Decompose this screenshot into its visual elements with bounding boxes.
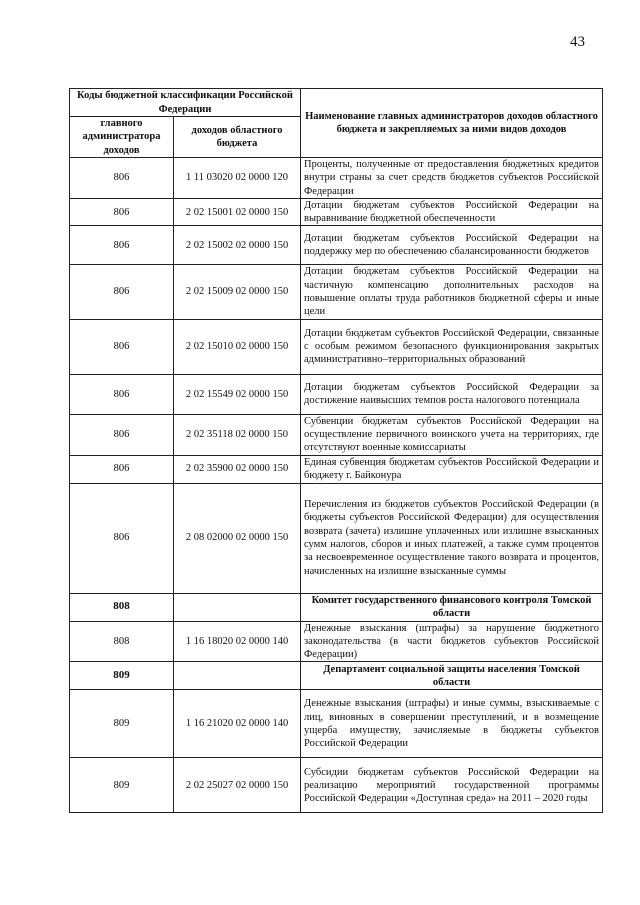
table-body	[70, 157, 603, 813]
income-code-cell: 1 16 18020 02 0000 140	[174, 621, 301, 662]
name-column-header: Наименование главных администраторов доходов областного бюджета и закрепляемых за ними видов доходов	[301, 89, 603, 158]
admin-code-cell: 806	[70, 198, 174, 226]
admin-code-cell: 806	[70, 319, 174, 374]
income-code-cell: 2 02 15549 02 0000 150	[174, 374, 301, 414]
income-code-cell	[174, 593, 301, 621]
description-cell: Дотации бюджетам субъектов Российской Федерации, связанные с особым режимом безопасного функционирования закрытых административно–территориальных образований	[301, 319, 603, 374]
income-code-cell: 1 11 03020 02 0000 120	[174, 157, 301, 198]
description-cell: Перечисления из бюджетов субъектов Российской Федерации (в бюджеты субъектов Российской Федерации) для осуществления возврата (зачета) излишне уплаченных или излишне взысканных сумм налогов, сборов и иных платежей, а также сумм процентов за несвоевременное осуществление такого возврата и процентов, начисленных на излишне взысканные суммы	[301, 483, 603, 593]
admin-code-cell: 806	[70, 374, 174, 414]
income-code-cell: 1 16 21020 02 0000 140	[174, 690, 301, 758]
table-row	[70, 621, 603, 662]
income-code-cell: 2 02 35118 02 0000 150	[174, 414, 301, 455]
description-cell: Дотации бюджетам субъектов Российской Федерации на выравнивание бюджетной обеспеченности	[301, 198, 603, 226]
admin-code-cell: 808	[70, 621, 174, 662]
table-row	[70, 226, 603, 265]
page-number: 43	[570, 34, 585, 50]
table-row	[70, 455, 603, 483]
table-row	[70, 690, 603, 758]
table-row	[70, 414, 603, 455]
description-cell: Дотации бюджетам субъектов Российской Федерации за достижение наивысших темпов роста налогового потенциала	[301, 374, 603, 414]
income-code-cell: 2 02 25027 02 0000 150	[174, 758, 301, 813]
description-cell: Субсидии бюджетам субъектов Российской Федерации на реализацию мероприятий государственной программы Российской Федерации «Доступная среда» на 2011 – 2020 годы	[301, 758, 603, 813]
table-row	[70, 198, 603, 226]
description-cell: Департамент социальной защиты населения Томской области	[301, 662, 603, 690]
admin-code-cell: 806	[70, 157, 174, 198]
admin-code-cell: 806	[70, 414, 174, 455]
table-row	[70, 483, 603, 593]
description-cell: Дотации бюджетам субъектов Российской Федерации на частичную компенсацию дополнительных расходов на повышение оплаты труда работников бюджетной сферы и иные цели	[301, 265, 603, 319]
admin-code-cell: 806	[70, 483, 174, 593]
section-row	[70, 593, 603, 621]
income-column-header: доходов областного бюджета	[174, 117, 301, 158]
table-row	[70, 374, 603, 414]
table-row	[70, 758, 603, 813]
income-code-cell: 2 02 35900 02 0000 150	[174, 455, 301, 483]
admin-code-cell: 806	[70, 265, 174, 319]
admin-code-cell: 808	[70, 593, 174, 621]
admin-code-cell: 809	[70, 690, 174, 758]
codes-group-header: Коды бюджетной классификации Российской Федерации	[70, 89, 301, 117]
admin-code-cell: 806	[70, 455, 174, 483]
section-row	[70, 662, 603, 690]
admin-column-header: главного администратора доходов	[70, 117, 174, 158]
income-code-cell: 2 02 15010 02 0000 150	[174, 319, 301, 374]
description-cell: Денежные взыскания (штрафы) и иные суммы, взыскиваемые с лиц, виновных в совершении преступлений, и в возмещение ущерба имуществу, зачисляемые в бюджеты субъектов Российской Федерации	[301, 690, 603, 758]
description-cell: Комитет государственного финансового контроля Томской области	[301, 593, 603, 621]
table-row	[70, 319, 603, 374]
description-cell: Проценты, полученные от предоставления бюджетных кредитов внутри страны за счет средств бюджетов субъектов Российской Федерации	[301, 157, 603, 198]
table-row	[70, 265, 603, 319]
description-cell: Денежные взыскания (штрафы) за нарушение бюджетного законодательства (в части бюджетов субъектов Российской Федерации)	[301, 621, 603, 662]
income-code-cell: 2 02 15001 02 0000 150	[174, 198, 301, 226]
admin-code-cell: 806	[70, 226, 174, 265]
description-cell: Субвенции бюджетам субъектов Российской Федерации на осуществление первичного воинского учета на территориях, где отсутствуют военные комиссариаты	[301, 414, 603, 455]
description-cell: Единая субвенция бюджетам субъектов Российской Федерации и бюджету г. Байконура	[301, 455, 603, 483]
admin-code-cell: 809	[70, 662, 174, 690]
table-row	[70, 157, 603, 198]
income-code-cell: 2 02 15002 02 0000 150	[174, 226, 301, 265]
description-cell: Дотации бюджетам субъектов Российской Федерации на поддержку мер по обеспечению сбалансированности бюджетов	[301, 226, 603, 265]
income-code-cell: 2 02 15009 02 0000 150	[174, 265, 301, 319]
budget-classification-table	[69, 88, 603, 813]
admin-code-cell: 809	[70, 758, 174, 813]
income-code-cell: 2 08 02000 02 0000 150	[174, 483, 301, 593]
income-code-cell	[174, 662, 301, 690]
